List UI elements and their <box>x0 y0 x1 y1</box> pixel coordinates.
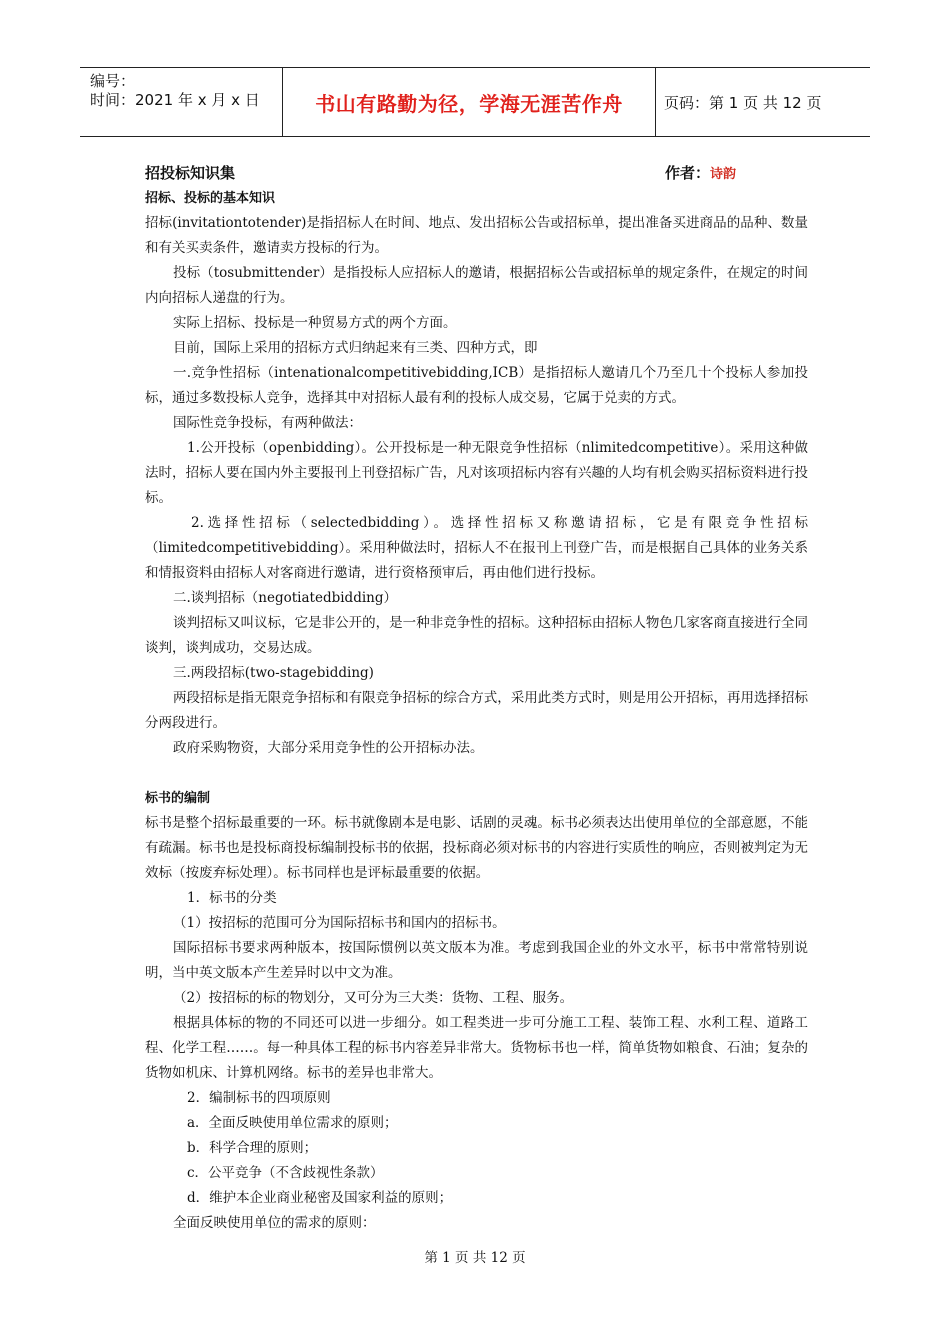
section-heading: 标书的编制 <box>145 791 211 806</box>
section-heading: 招标、投标的基本知识 <box>145 191 276 206</box>
author-label: 作者： <box>665 164 711 182</box>
paragraph: 国际性竞争投标，有两种做法： <box>173 415 362 431</box>
list-item: d．维护本企业商业秘密及国家利益的原则； <box>187 1190 453 1206</box>
paragraph: 谈判招标又叫议标，它是非公开的，是一种非竞争性的招标。这种招标由招标人物色几家客商直接进行全同谈判，谈判成功，交易达成。 <box>145 615 808 656</box>
paragraph: 1.公开投标（openbidding）。公开投标是一种无限竞争性招标（nlimitedcompetitive）。采用这种做法时，招标人要在国内外主要报刊上刊登招标广告，凡对该项招标内容有兴趣的人均有机会购买招标资料进行投标。 <box>145 440 808 506</box>
page-footer: 第 1 页 共 12 页 <box>424 1250 526 1266</box>
paragraph: 根据具体标的物的不同还可以进一步细分。如工程类进一步可分施工工程、装饰工程、水利工程、道路工程、化学工程……。每一种具体工程的标书内容差异非常大。货物标书也一样，简单货物如粮食、石油；复杂的货物如机床、计算机网络。标书的差异也非常大。 <box>145 1015 808 1081</box>
list-item: a．全面反映使用单位需求的原则； <box>187 1115 398 1131</box>
page-code: 页码：第 1 页 共 12 页 <box>664 93 822 112</box>
paragraph: （2）按招标的标的物划分，又可分为三大类：货物、工程、服务。 <box>173 990 574 1006</box>
paragraph: 一.竞争性招标（intenationalcompetitivebidding,ICB）是指招标人邀请几个乃至几十个投标人参加投标，通过多数投标人竞争，选择其中对招标人最有利的投标人成交易，它属于兑卖的方式。 <box>145 365 808 406</box>
header-page-cell <box>656 68 870 136</box>
list-item: b．科学合理的原则； <box>187 1140 318 1156</box>
number-label: 编号： <box>90 72 136 90</box>
paragraph: 2.选择性招标（selectedbidding）。选择性招标又称邀请招标，它是有限竞争性招标（limitedcompetitivebidding）。采用种做法时，招标人不在报刊上刊登广告，而是根据自己具体的业务关系和情报资料由招标人对客商进行邀请，进行资格预审后，再由他们进行投标。 <box>145 515 808 581</box>
document-body <box>145 160 808 1236</box>
header-meta-cell <box>80 68 283 136</box>
page-header <box>80 67 870 137</box>
title-row <box>145 160 808 186</box>
paragraph: 二.谈判招标（negotiatedbidding） <box>173 590 397 606</box>
time-label: 时间：2021 年 x 月 x 日 <box>90 91 260 109</box>
paragraph: 全面反映使用单位的需求的原则： <box>173 1215 376 1231</box>
author-name: 诗韵 <box>710 167 737 182</box>
paragraph: 实际上招标、投标是一种贸易方式的两个方面。 <box>173 315 457 331</box>
paragraph: 政府采购物资，大部分采用竞争性的公开招标办法。 <box>173 740 484 756</box>
paragraph: 两段招标是指无限竞争招标和有限竞争招标的综合方式，采用此类方式时，则是用公开招标，再用选择招标分两段进行。 <box>145 690 808 731</box>
paragraph: （1）按招标的范围可分为国际招标书和国内的招标书。 <box>173 915 506 931</box>
paragraph: 国际招标书要求两种版本，按国际惯例以英文版本为准。考虑到我国企业的外文水平，标书中常常特别说明，当中英文版本产生差异时以中文为准。 <box>145 940 808 981</box>
list-item: c．公平竞争（不含歧视性条款） <box>187 1165 384 1181</box>
paragraph: 投标（tosubmittender）是指投标人应招标人的邀请，根据招标公告或招标单的规定条件，在规定的时间内向招标人递盘的行为。 <box>145 265 808 306</box>
author <box>665 162 736 183</box>
paragraph: 1．标书的分类 <box>187 890 277 906</box>
spacer <box>145 761 808 786</box>
paragraph: 三.两段招标(two-stagebidding) <box>173 665 374 681</box>
paragraph: 2．编制标书的四项原则 <box>187 1090 331 1106</box>
paragraph: 目前，国际上采用的招标方式归纳起来有三类、四种方式，即 <box>173 340 538 356</box>
document-title: 招投标知识集 <box>145 164 236 182</box>
motto: 书山有路勤为径，学海无涯苦作舟 <box>315 91 623 116</box>
paragraph: 标书是整个招标最重要的一环。标书就像剧本是电影、话剧的灵魂。标书必须表达出使用单位的全部意愿，不能有疏漏。标书也是投标商投标编制投标书的依据，投标商必须对标书的内容进行实质性的响应，否则被判定为无效标（按废弃标处理）。标书同样也是评标最重要的依据。 <box>145 815 808 881</box>
paragraph: 招标(invitationtotender)是指招标人在时间、地点、发出招标公告或招标单，提出准备买进商品的品种、数量和有关买卖条件，邀请卖方投标的行为。 <box>145 215 808 256</box>
header-motto-cell <box>283 68 656 136</box>
